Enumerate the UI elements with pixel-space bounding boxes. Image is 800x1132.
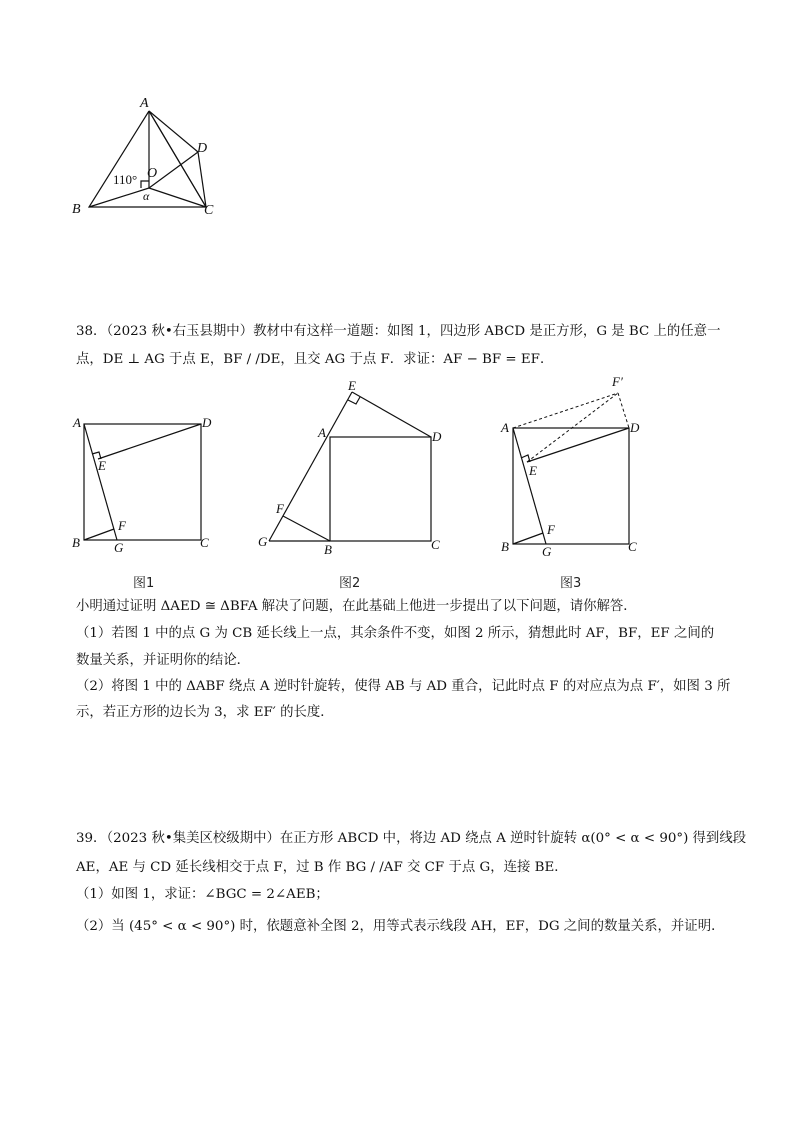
segment-dc <box>198 152 206 207</box>
fig3-f: F <box>547 522 555 537</box>
segment-bf <box>84 529 114 540</box>
fig1-g: G <box>114 540 124 555</box>
figure-1 <box>65 410 215 555</box>
q38-part2-b: 示，若正方形的边长为 3，求 EF′ 的长度． <box>76 705 334 720</box>
point-d-label: D <box>197 141 208 156</box>
q38-line2: 点，DE ⊥ AG 于点 E，BF / /DE，且交 AG 于点 F．求证：AF − BF = EF． <box>76 352 554 367</box>
fig2-a: A <box>318 425 326 440</box>
segment-ad <box>149 111 198 152</box>
right-angle-mark <box>141 181 149 188</box>
fig2-g: G <box>258 534 268 549</box>
q38-part1-b: 数量关系，并证明你的结论． <box>76 653 251 668</box>
segment-bf <box>513 533 543 544</box>
segment-fb <box>283 516 330 541</box>
caption-fig3: 图3 <box>560 576 582 591</box>
fig2-d: D <box>432 429 442 444</box>
fig3-c: C <box>628 539 637 554</box>
square-abcd <box>84 424 201 540</box>
angle-label: 110° <box>113 172 138 187</box>
segment-ac <box>149 111 206 207</box>
segment-oc <box>149 188 206 207</box>
q38-part2-a: （2）将图 1 中的 ΔABF 绕点 A 逆时针旋转，使得 AB 与 AD 重合，记此时点 F 的对应点为点 F′，如图 3 所 <box>76 679 731 694</box>
q39-part2: （2）当 (45° < α < 90°) 时，依题意补全图 2，用等式表示线段 AH，EF，DG 之间的数量关系，并证明． <box>76 919 725 934</box>
fig1-e: E <box>98 458 106 473</box>
figure-3 <box>495 372 650 562</box>
q38-line1: 38．（2023 秋•右玉县期中）教材中有这样一道题：如图 1，四边形 ABCD 是正方形，G 是 BC 上的任意一 <box>76 324 721 339</box>
q39-line1: 39．（2023 秋•集美区校级期中）在正方形 ABCD 中，将边 AD 绕点 A 逆时针旋转 α(0° < α < 90°) 得到线段 <box>76 831 747 846</box>
q38-line3: 小明通过证明 ΔAED ≅ ΔBFA 解决了问题，在此基础上他进一步提出了以下问题，请你解答． <box>76 599 637 614</box>
fig3-f-prime: F′ <box>612 374 623 389</box>
q38-part1-a: （1）若图 1 中的点 G 为 CB 延长线上一点，其余条件不变，如图 2 所示，猜想此时 AF，BF，EF 之间的 <box>76 626 715 641</box>
fig2-b: B <box>324 542 332 557</box>
fig3-a: A <box>501 420 509 435</box>
figure-2 <box>250 378 450 556</box>
caption-fig2: 图2 <box>339 576 361 591</box>
segment-ed <box>352 392 431 437</box>
right-angle-mark <box>348 397 360 404</box>
square-abcd <box>330 437 431 541</box>
fig1-f: F <box>118 518 126 533</box>
fig2-e: E <box>348 378 356 393</box>
point-b-label: B <box>72 202 81 217</box>
fig1-b: B <box>72 535 80 550</box>
segment-ag <box>84 424 117 540</box>
segment-ag <box>513 428 546 544</box>
q39-line2: AE，AE 与 CD 延长线相交于点 F，过 B 作 BG / /AF 交 CF 于点 G，连接 BE． <box>76 860 568 875</box>
dashed-f-prime-d <box>618 393 629 428</box>
fig3-b: B <box>501 539 509 554</box>
segment-de <box>98 424 201 459</box>
point-c-label: C <box>204 203 214 218</box>
square-abcd <box>513 428 629 544</box>
point-o-label: O <box>147 166 158 181</box>
alpha-label: α <box>143 189 150 203</box>
fig1-d: D <box>202 415 212 430</box>
segment-ob <box>89 188 149 207</box>
segment-de <box>527 428 629 462</box>
fig2-f: F <box>276 501 284 516</box>
fig2-c: C <box>431 537 440 552</box>
fig3-e: E <box>529 463 537 478</box>
fig3-g: G <box>542 544 552 559</box>
point-a-label: A <box>140 96 149 111</box>
caption-fig1: 图1 <box>133 576 155 591</box>
top-figure <box>60 85 240 225</box>
fig1-a: A <box>73 415 81 430</box>
q39-part1: （1）如图 1，求证：∠BGC = 2∠AEB； <box>76 887 329 902</box>
fig3-d: D <box>630 420 640 435</box>
segment-ge <box>269 392 352 541</box>
dashed-af-prime <box>513 393 618 428</box>
fig1-c: C <box>200 535 209 550</box>
